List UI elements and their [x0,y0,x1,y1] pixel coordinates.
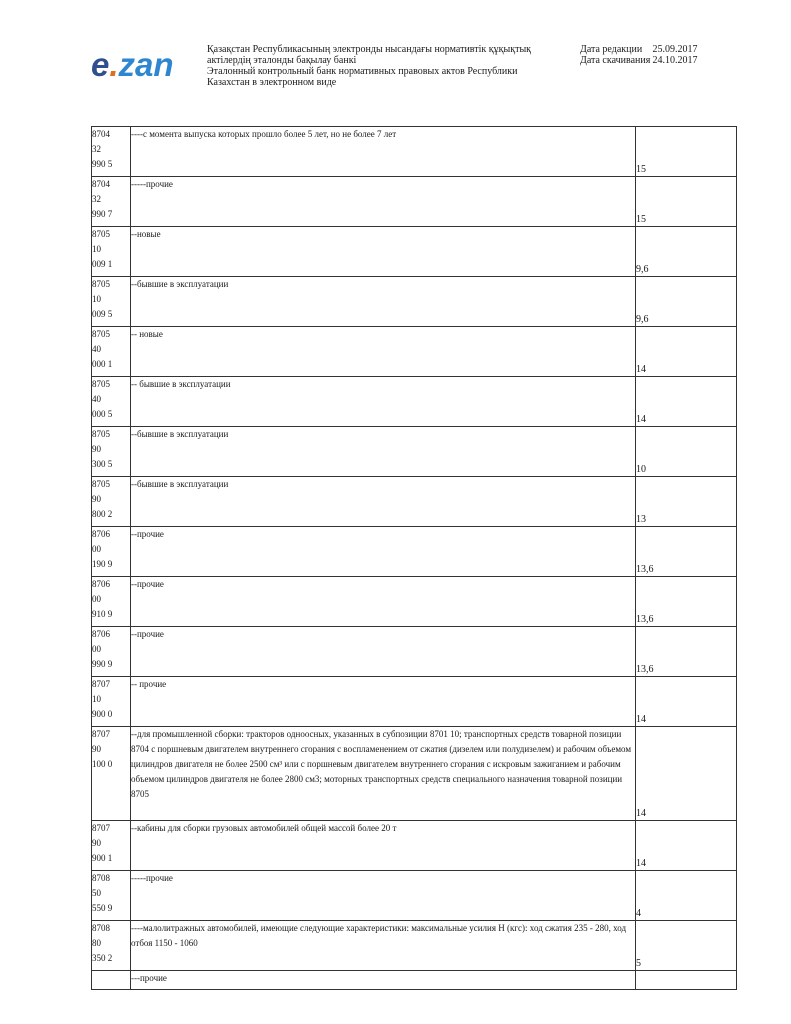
goods-description: -----прочие [131,177,636,227]
goods-description: -- бывшие в эксплуатации [131,377,636,427]
tnved-code [92,327,131,377]
goods-description: --бывшие в эксплуатации [131,427,636,477]
code-part: 350 2 [92,953,113,963]
duty-rate: 13,6 [636,527,737,577]
edition-date: 25.09.2017 [652,44,698,55]
duty-rate: 14 [636,327,737,377]
code-part: 40 [92,344,101,354]
table-row [92,227,737,277]
code-part: 10 [92,244,101,254]
tnved-code [92,677,131,727]
code-part: 80 [92,938,101,948]
code-part: 10 [92,294,101,304]
tnved-code [92,177,131,227]
table-row [92,277,737,327]
goods-description: -- новые [131,327,636,377]
code-part: 8708 [92,923,110,933]
code-part: 8705 [92,229,110,239]
table-row [92,377,737,427]
code-part: 10 [92,694,101,704]
duty-rate: 9,6 [636,277,737,327]
code-part: 8708 [92,873,110,883]
code-part: 009 5 [92,309,113,319]
header-title-line: Эталонный контрольный банк нормативных правовых актов Республики [207,66,518,77]
tnved-code [92,577,131,627]
code-part: 000 5 [92,409,113,419]
duty-rate: 13 [636,477,737,527]
goods-description: --кабины для сборки грузовых автомобилей общей массой более 20 т [131,821,636,871]
tnved-code [92,377,131,427]
table-row [92,727,737,821]
header-title-line: Казахстан в электронном виде [207,77,337,88]
code-part: 90 [92,444,101,454]
tnved-code [92,627,131,677]
code-part: 8707 [92,729,110,739]
duty-rate: 14 [636,377,737,427]
code-part: 900 0 [92,709,113,719]
document-header [0,0,791,110]
table-row [92,127,737,177]
duty-rate: 14 [636,727,737,821]
goods-description: ---прочие [131,971,636,990]
code-part: 990 5 [92,159,113,169]
goods-description: --новые [131,227,636,277]
code-part: 000 1 [92,359,113,369]
tnved-code [92,277,131,327]
code-part: 8706 [92,529,110,539]
goods-description: ----с момента выпуска которых прошло более 5 лет, но не более 7 лет [131,127,636,177]
code-part: 8706 [92,579,110,589]
duty-rate: 9,6 [636,227,737,277]
duty-rate: 13,6 [636,577,737,627]
code-part: 90 [92,744,101,754]
table-row [92,971,737,990]
code-part: 8705 [92,329,110,339]
code-part: 009 1 [92,259,113,269]
code-part: 8705 [92,279,110,289]
goods-description: -- прочие [131,677,636,727]
tnved-code [92,921,131,971]
tnved-code [92,871,131,921]
table-row [92,577,737,627]
code-part: 990 9 [92,659,113,669]
code-part: 32 [92,144,101,154]
code-part: 90 [92,494,101,504]
goods-description: ----малолитражных автомобилей, имеющие следующие характеристики: максимальные усилия Н (кгс): ход сжатия 235 - 280, ход отбоя 1150 - 1060 [131,921,636,971]
table-row [92,677,737,727]
code-part: 8705 [92,479,110,489]
ezan-logo: e.zan [91,46,174,83]
download-date: 24.10.2017 [652,55,698,66]
code-part: 8704 [92,179,110,189]
duty-rate: 14 [636,821,737,871]
code-part: 900 1 [92,853,113,863]
table-row [92,527,737,577]
goods-description: -----прочие [131,871,636,921]
goods-description: --бывшие в эксплуатации [131,477,636,527]
code-part: 90 [92,838,101,848]
goods-description: --прочие [131,627,636,677]
tnved-code [92,227,131,277]
header-title [207,44,557,88]
header-dates [580,44,698,66]
tnved-code [92,821,131,871]
duty-rate: 15 [636,127,737,177]
goods-description: --прочие [131,527,636,577]
tnved-code [92,727,131,821]
code-part: 40 [92,394,101,404]
code-part: 990 7 [92,209,113,219]
goods-description: --прочие [131,577,636,627]
table-row [92,327,737,377]
table-row [92,871,737,921]
duty-rate: 15 [636,177,737,227]
tnved-code [92,971,131,990]
code-part: 00 [92,544,101,554]
header-title-line: актілердің эталонды бақылау банкі [207,55,357,66]
tnved-code [92,527,131,577]
duty-rate: 4 [636,871,737,921]
table-row [92,427,737,477]
code-part: 550 9 [92,903,113,913]
duty-rate: 13,6 [636,627,737,677]
duty-rate: 14 [636,677,737,727]
duty-rate [636,971,737,990]
code-part: 8707 [92,679,110,689]
duty-rate: 5 [636,921,737,971]
code-part: 8705 [92,379,110,389]
edition-date-label: Дата редакции [580,44,643,55]
code-part: 100 0 [92,759,113,769]
table-row [92,921,737,971]
duty-rate: 10 [636,427,737,477]
table-row [92,821,737,871]
code-part: 910 9 [92,609,113,619]
code-part: 8705 [92,429,110,439]
tnved-code [92,427,131,477]
code-part: 800 2 [92,509,113,519]
code-part: 00 [92,644,101,654]
goods-description: --бывшие в эксплуатации [131,277,636,327]
header-title-line: Қазақстан Республикасының электронды нысандағы нормативтік құқықтық [207,44,532,55]
code-part: 50 [92,888,101,898]
code-part: 190 9 [92,559,113,569]
code-part: 8706 [92,629,110,639]
table-row [92,627,737,677]
table-row [92,177,737,227]
code-part: 32 [92,194,101,204]
code-part: 300 5 [92,459,113,469]
code-part: 8704 [92,129,110,139]
goods-description: --для промышленной сборки: тракторов одноосных, указанных в субпозиции 8701 10; транспортных средств товарной позиции 8704 с поршневым двигателем внутреннего сгорания с воспламенением от сжатия (дизелем или полудизелем) и рабочим объемом цилиндров двигателя не более 2500 см³ или с поршневым двигателем внутреннего сгорания с искровым зажиганием и рабочим объемом цилиндров двигателя не более 2800 см3; моторных транспортных средств специального назначения товарной позиции 8705 [131,727,636,821]
code-part: 00 [92,594,101,604]
tnved-code [92,477,131,527]
download-date-label: Дата скачивания [580,55,651,66]
code-part: 8707 [92,823,110,833]
tariff-table [91,126,737,990]
table-row [92,477,737,527]
tnved-code [92,127,131,177]
